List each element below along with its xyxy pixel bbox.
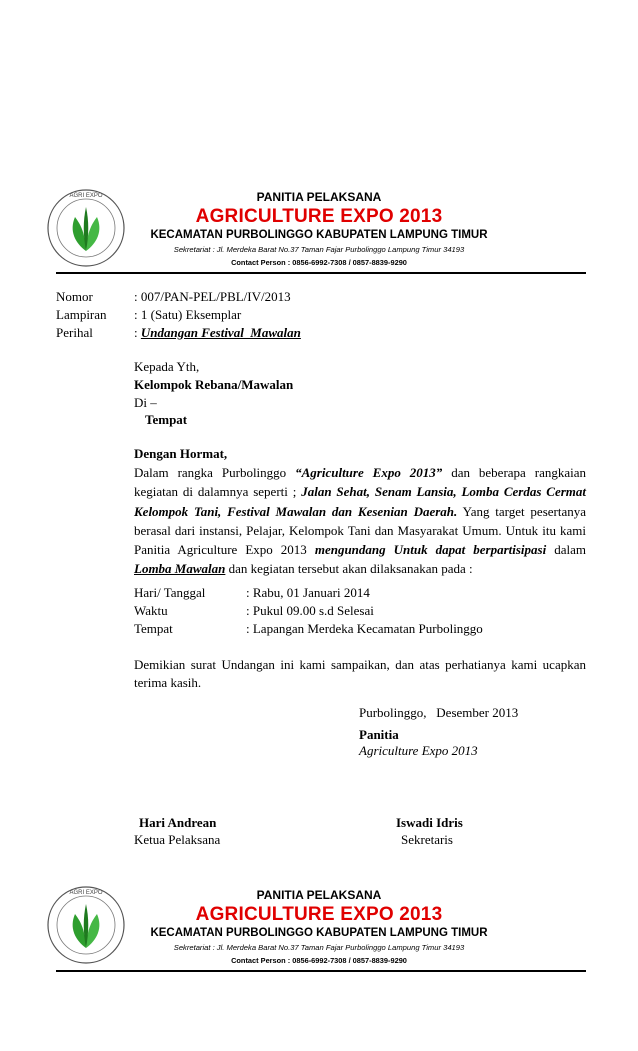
letterhead-contact: Contact Person : 0856-6992-7308 / 0857-8839-9290 [231,258,407,267]
letterhead-rule [56,272,586,274]
schedule-value-time: : Pukul 09.00 s.d Selesai [246,603,374,618]
letterhead-title: AGRICULTURE EXPO 2013 [195,206,443,227]
letterhead-contact: Contact Person : 0856-6992-7308 / 0857-8839-9290 [231,956,407,965]
schedule-label-time: Waktu [134,603,168,618]
sign-event: Agriculture Expo 2013 [359,743,478,758]
schedule-label-date: Hari/ Tanggal [134,585,206,600]
recipient-name: Kelompok Rebana/Mawalan [134,377,294,392]
sign-place-date: Purbolinggo, Desember 2013 [359,705,519,720]
nomor-label: Nomor [56,289,93,304]
sign-left-role: Ketua Pelaksana [134,832,221,847]
sign-panitia: Panitia [359,727,399,742]
greeting: Dengan Hormat, [134,446,228,461]
body-paragraph: Dalam rangka Purbolinggo “Agriculture Expo 2013” dan beberapa rangkaian kegiatan di dalamnya seperti ; Jalan Sehat, Senam Lansia, Lomba Cerdas Cermat Kelompok Tani, Festival Mawalan dan Kesenian Daerah. Yang target pesertanya berasal dari instansi, Pelajar, Kelompok Tani dan Masyarakat Umum. Untuk itu kami Panitia Agriculture Expo 2013 mengundang Untuk dapat berpartisipasi dalam Lomba Mawalan dan kegiatan tersebut akan dilaksanakan pada : [134,465,587,577]
schedule-value-date: : Rabu, 01 Januari 2014 [246,585,370,600]
lampiran-label: Lampiran [56,307,107,322]
perihal-value: : Undangan Festival Mawalan [134,325,301,340]
sign-right-role: Sekretaris [401,832,453,847]
closing-paragraph: Demikian surat Undangan ini kami sampaikan, dan atas perhatianya kami ucapkan terima kasih. [134,657,586,690]
letterhead-rule [56,970,586,972]
letterhead-secretariat: Sekretariat : Jl. Merdeka Barat No.37 Taman Fajar Purbolinggo Lampung Timur 34193 [173,943,465,952]
schedule-label-place: Tempat [134,621,173,636]
sign-left-name: Hari Andrean [139,815,217,830]
sign-right-name: Iswadi Idris [396,815,463,830]
letterhead-secretariat: Sekretariat : Jl. Merdeka Barat No.37 Taman Fajar Purbolinggo Lampung Timur 34193 [173,245,465,254]
schedule-value-place: : Lapangan Merdeka Kecamatan Purbolinggo [246,621,483,636]
letterhead-org-line: PANITIA PELAKSANA [256,190,382,204]
letterhead-org-line: PANITIA PELAKSANA [256,888,382,902]
perihal-label: Perihal [56,325,93,340]
letterhead-district: KECAMATAN PURBOLINGGO KABUPATEN LAMPUNG TIMUR [150,927,488,939]
letterhead-district: KECAMATAN PURBOLINGGO KABUPATEN LAMPUNG TIMUR [150,229,488,241]
recipient-di: Di – [134,395,157,410]
svg-text:AGRI EXPO: AGRI EXPO [69,193,103,199]
svg-text:AGRI EXPO: AGRI EXPO [69,890,103,896]
letterhead-title: AGRICULTURE EXPO 2013 [195,904,443,925]
recipient-kepada: Kepada Yth, [134,359,200,374]
recipient-tempat: Tempat [145,412,188,427]
lampiran-value: : 1 (Satu) Eksemplar [134,307,242,322]
nomor-value: : 007/PAN-PEL/PBL/IV/2013 [134,289,291,304]
